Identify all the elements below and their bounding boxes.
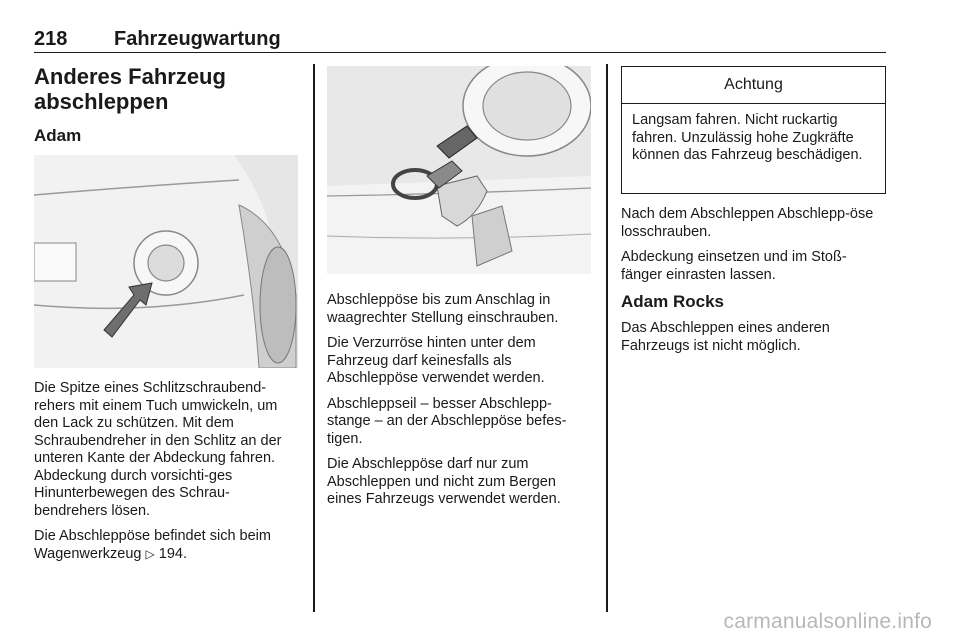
- warning-title: Achtung: [622, 67, 885, 104]
- column-right-text: [621, 206, 886, 363]
- page-header: [34, 26, 886, 53]
- paragraph: Abschleppöse bis zum Anschlag in waagrechter Stellung einschrauben.: [327, 292, 559, 326]
- paragraph: Abdeckung einsetzen und im Stoß-fänger einrasten lassen.: [621, 249, 847, 283]
- watermark: carmanualsonline.info: [723, 610, 932, 633]
- section-title: Anderes Fahrzeug abschleppen: [34, 64, 226, 114]
- chapter-title: Fahrzeugwartung: [114, 28, 281, 50]
- illustration-bumper-cover: [34, 155, 298, 368]
- column-left: [34, 64, 300, 146]
- paragraph: Das Abschleppen eines anderen Fahrzeugs ist nicht möglich.: [621, 320, 830, 354]
- paragraph: Abschleppseil – besser Abschlepp-stange – an der Abschleppöse befes-tigen.: [327, 395, 567, 447]
- paragraph: Die Verzurröse hinten unter dem Fahrzeug darf keinesfalls als Abschleppöse verwendet werden.: [327, 335, 545, 386]
- paragraph: Die Abschleppöse befindet sich beim Wagenwerkzeug ▷ 194.: [34, 528, 271, 562]
- warning-box: [621, 66, 886, 194]
- column-divider: [606, 64, 608, 612]
- column-left-text: [34, 380, 300, 571]
- column-divider: [313, 64, 315, 612]
- page-number: 218: [34, 28, 68, 50]
- subsection-title: Adam: [34, 126, 82, 145]
- column-middle-text: [327, 292, 592, 517]
- paragraph: Die Spitze eines Schlitzschraubend-rehers mit einem Tuch umwickeln, um den Lack zu schützen. Mit dem Schraubendreher in den Schlitz an der unteren Kante der Abdeckung fahren. Abdeckung durch vorsichti-ges Hinunterbewegen des Schrau-bendrehers lösen.: [34, 380, 282, 519]
- paragraph: Die Abschleppöse darf nur zum Abschleppen und nicht zum Bergen eines Fahrzeugs verwendet werden.: [327, 456, 561, 507]
- subsection-title: Adam Rocks: [621, 292, 724, 311]
- illustration-tow-eye: [327, 66, 591, 274]
- paragraph: Nach dem Abschleppen Abschlepp-öse losschrauben.: [621, 206, 874, 240]
- page-reference-icon: ▷: [145, 546, 155, 561]
- page-reference[interactable]: 194.: [158, 545, 187, 562]
- warning-text: Langsam fahren. Nicht ruckartig fahren. Unzulässig hohe Zugkräfte können das Fahrzeug beschädigen.: [632, 112, 863, 163]
